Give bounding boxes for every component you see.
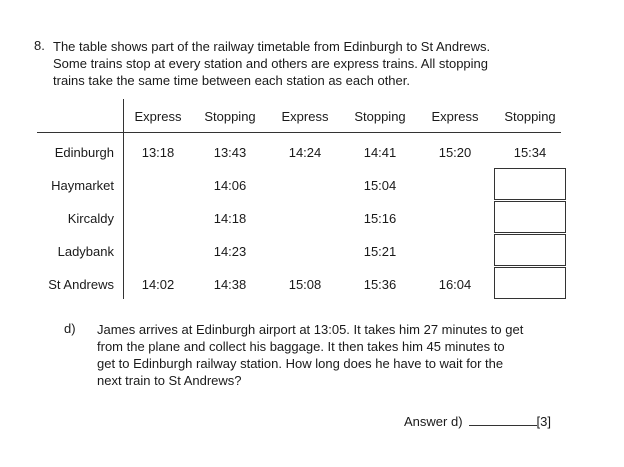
column-header-express: Express — [134, 109, 182, 124]
part-d-question — [97, 321, 523, 389]
column-header-stopping: Stopping — [204, 109, 256, 124]
answer-line — [404, 412, 551, 429]
station-name: Ladybank — [57, 244, 114, 259]
station-name: Kircaldy — [67, 211, 114, 226]
timetable-cell: 14:41 — [363, 145, 397, 160]
timetable-cell: 15:21 — [363, 244, 397, 259]
answer-box-ladybank[interactable] — [494, 234, 566, 266]
intro-line: trains take the same time between each station as each other. — [53, 73, 410, 88]
question-number: 8. — [34, 38, 45, 53]
column-header-express: Express — [431, 109, 479, 124]
header-divider — [37, 132, 561, 133]
part-d-line: from the plane and collect his baggage. It then takes him 45 minutes to — [97, 339, 505, 354]
part-d-line: next train to St Andrews? — [97, 373, 242, 388]
intro-line: The table shows part of the railway timetable from Edinburgh to St Andrews. — [53, 39, 491, 54]
timetable-cell: 14:06 — [213, 178, 247, 193]
timetable-cell: 14:02 — [141, 277, 175, 292]
timetable-cell: 15:36 — [363, 277, 397, 292]
station-column-divider — [123, 99, 124, 299]
timetable-cell: 15:20 — [438, 145, 472, 160]
column-header-stopping: Stopping — [504, 109, 556, 124]
answer-box-kircaldy[interactable] — [494, 201, 566, 233]
marks: [3] — [536, 414, 551, 429]
station-name: Edinburgh — [54, 145, 114, 160]
answer-label: Answer d) — [404, 414, 463, 429]
column-header-express: Express — [281, 109, 329, 124]
timetable-cell: 14:18 — [213, 211, 247, 226]
timetable-cell: 15:04 — [363, 178, 397, 193]
part-d-label: d) — [64, 321, 76, 336]
answer-box-st-andrews[interactable] — [494, 267, 566, 299]
timetable-cell: 15:16 — [363, 211, 397, 226]
station-name: St Andrews — [48, 277, 114, 292]
timetable-cell: 14:23 — [213, 244, 247, 259]
station-name: Haymarket — [51, 178, 114, 193]
part-d-line: get to Edinburgh railway station. How long does he have to wait for the — [97, 356, 504, 371]
timetable-cell: 15:08 — [288, 277, 322, 292]
timetable-cell: 14:24 — [288, 145, 322, 160]
timetable-cell: 15:34 — [513, 145, 547, 160]
timetable-cell: 13:43 — [213, 145, 247, 160]
answer-blank[interactable] — [469, 412, 537, 426]
intro-line: Some trains stop at every station and others are express trains. All stopping — [53, 56, 489, 71]
answer-box-haymarket[interactable] — [494, 168, 566, 200]
column-header-stopping: Stopping — [354, 109, 406, 124]
part-d-line: James arrives at Edinburgh airport at 13:05. It takes him 27 minutes to get — [97, 322, 524, 337]
timetable-cell: 14:38 — [213, 277, 247, 292]
timetable-cell: 16:04 — [438, 277, 472, 292]
timetable-cell: 13:18 — [141, 145, 175, 160]
